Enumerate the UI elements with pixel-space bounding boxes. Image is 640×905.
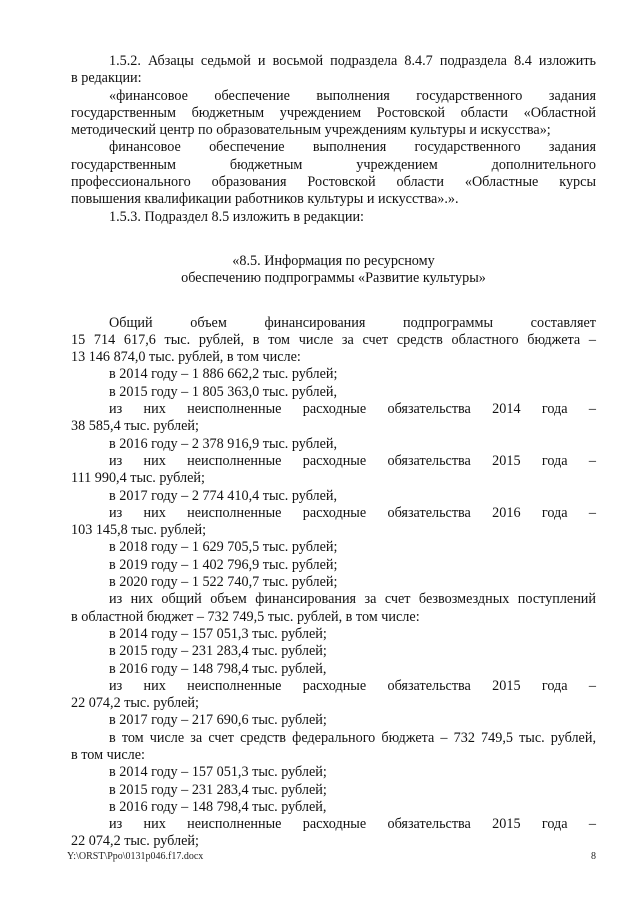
paragraph-1-5-2: 1.5.2. Абзацы седьмой и восьмой подраздела 8.4.7 подраздела 8.4 изложить — [109, 53, 596, 69]
year-2015-amount: в 2015 году – 1 805 363,0 тыс. рублей, — [109, 383, 338, 400]
total-funding-line-2: 15 714 617,6 тыс. рублей, в том числе за счет средств областного бюджета – — [71, 331, 596, 348]
unfulfilled-2016-line-1: из них неисполненные расходные обязательства 2016 года – — [109, 504, 596, 521]
year-2014-amount: в 2014 году – 1 886 662,2 тыс. рублей; — [109, 366, 338, 383]
paragraph-1-5-2-end: в редакции: — [71, 70, 142, 87]
quote-1-line-2: государственным бюджетным учреждением Ростовской области «Областной — [71, 104, 596, 121]
year-2019-amount: в 2019 году – 1 402 796,9 тыс. рублей; — [109, 556, 338, 573]
federal-budget-line-1: в том числе за счет средств федерального бюджета – 732 749,5 тыс. рублей, — [109, 729, 596, 746]
section-heading-line-1: «8.5. Информация по ресурсному — [232, 252, 435, 269]
unfulfilled-2015-line-2: 111 990,4 тыс. рублей; — [71, 470, 205, 487]
gratuitous-2016-amount: в 2016 году – 148 798,4 тыс. рублей, — [109, 660, 327, 677]
section-heading-line-2: обеспечению подпрограммы «Развитие культуры» — [181, 270, 486, 287]
page-number: 8 — [591, 851, 596, 862]
unfulfilled-2014-line-2: 38 585,4 тыс. рублей; — [71, 418, 199, 435]
total-funding-line-1: Общий объем финансирования подпрограммы составляет — [109, 314, 596, 331]
quote-2-line-1: финансовое обеспечение выполнения государственного задания — [109, 139, 596, 156]
quote-1-line-1: «финансовое обеспечение выполнения государственного задания — [109, 87, 596, 104]
year-2017-amount: в 2017 году – 2 774 410,4 тыс. рублей, — [109, 487, 338, 504]
paragraph-1-5-3: 1.5.3. Подраздел 8.5 изложить в редакции: — [109, 208, 364, 225]
quote-2-line-4: повышения квалификации работников культуры и искусства».». — [71, 191, 459, 208]
document-body — [71, 53, 596, 851]
gratuitous-2014-amount: в 2014 году – 157 051,3 тыс. рублей; — [109, 625, 327, 642]
gratuitous-2017-amount: в 2017 году – 217 690,6 тыс. рублей; — [109, 712, 327, 729]
federal-2015-amount: в 2015 году – 231 283,4 тыс. рублей; — [109, 781, 327, 798]
federal-unfulfilled-2015-line-1: из них неисполненные расходные обязательства 2015 года – — [109, 816, 596, 833]
federal-2014-amount: в 2014 году – 157 051,3 тыс. рублей; — [109, 764, 327, 781]
gratuitous-unfulfilled-2015-line-1: из них неисполненные расходные обязательства 2015 года – — [109, 677, 596, 694]
federal-2016-amount: в 2016 году – 148 798,4 тыс. рублей, — [109, 798, 327, 815]
year-2016-amount: в 2016 году – 2 378 916,9 тыс. рублей, — [109, 435, 338, 452]
gratuitous-receipts-line-2: в областной бюджет – 732 749,5 тыс. рублей, в том числе: — [71, 608, 420, 625]
quote-2-line-3: профессионального образования Ростовской области «Областные курсы — [71, 174, 596, 191]
unfulfilled-2015-line-1: из них неисполненные расходные обязательства 2015 года – — [109, 452, 596, 469]
federal-budget-line-2: в том числе: — [71, 746, 145, 763]
year-2018-amount: в 2018 году – 1 629 705,5 тыс. рублей; — [109, 539, 338, 556]
file-path: Y:\ORST\Ppo\0131p046.f17.docx — [67, 851, 204, 862]
quote-2-line-2: государственным бюджетным учреждением дополнительного — [71, 156, 596, 173]
federal-unfulfilled-2015-line-2: 22 074,2 тыс. рублей; — [71, 833, 199, 850]
total-funding-line-3: 13 146 874,0 тыс. рублей, в том числе: — [71, 349, 301, 366]
page-footer — [67, 851, 596, 862]
quote-1-line-3: методический центр по образовательным учреждениям культуры и искусства»; — [71, 122, 551, 139]
year-2020-amount: в 2020 году – 1 522 740,7 тыс. рублей; — [109, 574, 338, 591]
unfulfilled-2014-line-1: из них неисполненные расходные обязательства 2014 года – — [109, 401, 596, 418]
unfulfilled-2016-line-2: 103 145,8 тыс. рублей; — [71, 522, 207, 539]
gratuitous-2015-amount: в 2015 году – 231 283,4 тыс. рублей; — [109, 643, 327, 660]
gratuitous-unfulfilled-2015-line-2: 22 074,2 тыс. рублей; — [71, 695, 199, 712]
gratuitous-receipts-line-1: из них общий объем финансирования за счет безвозмездных поступлений — [109, 591, 596, 608]
